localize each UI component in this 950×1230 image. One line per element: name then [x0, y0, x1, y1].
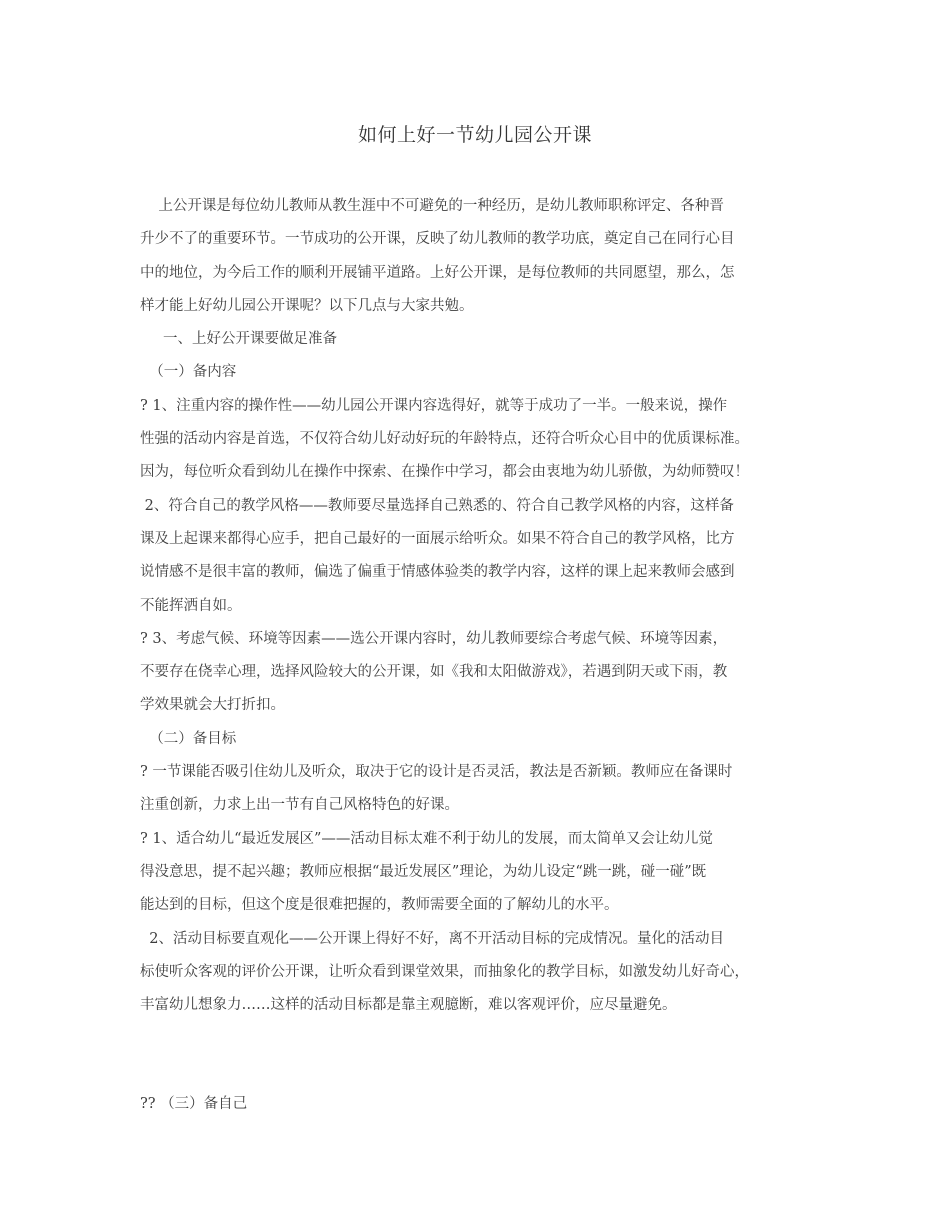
paragraph-line: 注重创新，力求上出一节有自己风格特色的好课。 — [140, 797, 459, 814]
paragraph-line: 得没意思，提不起兴趣；教师应根据“最近发展区”理论，为幼儿设定“跳一跳，碰一碰”既 — [140, 863, 707, 880]
subsection-heading: （二）备目标 — [140, 730, 237, 747]
paragraph-line: 性强的活动内容是首选，不仅符合幼儿好动好玩的年龄特点，还符合听众心目中的优质课标准。 — [140, 431, 749, 448]
paragraph-line: 2、符合自己的教学风格——教师要尽量选择自己熟悉的、符合自己教学风格的内容，这样备 — [140, 497, 734, 514]
paragraph-line: 学效果就会大打折扣。 — [140, 697, 285, 714]
paragraph-line: 样才能上好幼儿园公开课呢？以下几点与大家共勉。 — [140, 297, 474, 314]
paragraph-line: ? 一节课能否吸引住幼儿及听众，取决于它的设计是否灵活，教法是否新颖。教师应在备课时 — [140, 764, 733, 781]
paragraph-line: ? 1、适合幼儿“最近发展区”——活动目标太难不利于幼儿的发展，而太简单又会让幼儿觉 — [140, 830, 713, 847]
paragraph-line: 不能挥洒自如。 — [140, 597, 242, 614]
paragraph-line: ? 3、考虑气候、环境等因素——选公开课内容时，幼儿教师要综合考虑气候、环境等因素， — [140, 630, 728, 647]
paragraph-line: 丰富幼儿想象力……这样的活动目标都是靠主观臆断，难以客观评价，应尽量避免。 — [140, 997, 677, 1014]
paragraph-line: 课及上起课来都得心应手，把自己最好的一面展示给听众。如果不符合自己的教学风格，比方 — [140, 530, 735, 547]
paragraph-line: 升少不了的重要环节。一节成功的公开课，反映了幼儿教师的教学功底，奠定自己在同行心目 — [140, 231, 735, 248]
paragraph-line: 说情感不是很丰富的教师，偏选了偏重于情感体验类的教学内容，这样的课上起来教师会感到 — [140, 564, 735, 581]
paragraph-line: 能达到的目标，但这个度是很难把握的，教师需要全面的了解幼儿的水平。 — [140, 897, 619, 914]
paragraph-line: ? 1、注重内容的操作性——幼儿园公开课内容选得好，就等于成功了一半。一般来说，操作 — [140, 397, 728, 414]
paragraph-line: 上公开课是每位幼儿教师从教生涯中不可避免的一种经历，是幼儿教师职称评定、各种晋 — [140, 198, 724, 214]
subsection-heading: （一）备内容 — [140, 364, 237, 381]
paragraph-line: 2、活动目标要直观化——公开课上得好不好，离不开活动目标的完成情况。量化的活动目 — [140, 930, 724, 947]
subsection-heading: ?? （三）备自己 — [140, 1096, 248, 1113]
document-body — [140, 190, 830, 1122]
paragraph-line: 因为，每位听众看到幼儿在操作中探索、在操作中学习，都会由衷地为幼儿骄傲，为幼师赞叹！ — [140, 464, 749, 481]
paragraph-line: 标使听众客观的评价公开课，让听众看到课堂效果，而抽象化的教学目标，如激发幼儿好奇心， — [140, 963, 749, 980]
paragraph-line: 中的地位，为今后工作的顺利开展铺平道路。上好公开课，是每位教师的共同愿望，那么，怎 — [140, 264, 735, 281]
paragraph-gap — [140, 1022, 830, 1088]
paragraph-line: 不要存在侥幸心理，选择风险较大的公开课，如《我和太阳做游戏》，若遇到阴天或下雨，教 — [140, 664, 728, 681]
document-title: 如何上好一节幼儿园公开课 — [357, 124, 592, 146]
section-heading: 一、上好公开课要做足准备 — [140, 331, 338, 348]
